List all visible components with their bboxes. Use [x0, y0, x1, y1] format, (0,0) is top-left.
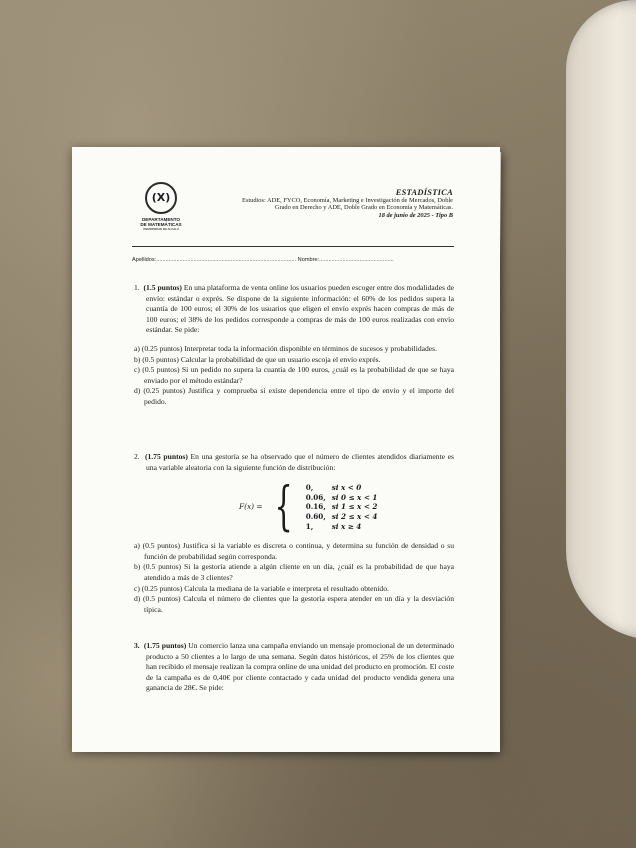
- left-brace: {: [274, 477, 293, 538]
- header-divider: [132, 246, 454, 247]
- question-2-part-b: b) (0.5 puntos) Si la gestoría atiende a algún cliente en un día, ¿cuál es la probabilidad de que haya atendido a más de 3 clientes?: [134, 562, 454, 582]
- case-row: 0.06, si 0 ≤ x < 1: [305, 492, 378, 502]
- logo-text: DEPARTAMENTO DE MATEMÁTICAS UNIVERSIDAD DE ALCALÁ: [140, 217, 182, 231]
- exam-date: 18 de junio de 2025 - Tipo B: [378, 211, 453, 219]
- question-2-statement: 2. (1.75 puntos) En una gestoría se ha observado que el número de clientes atendidos diariamente es una variable aleatoria con la siguiente función de distribución:: [134, 452, 454, 472]
- question-2-part-a: a) (0.5 puntos) Justifica si la variable es discreta o continua, y determina su función de densidad o su función de probabilidad según corresponda.: [134, 541, 454, 561]
- piecewise-cases: [303, 483, 381, 531]
- case-row: 0.16, si 1 ≤ x < 2: [305, 502, 378, 512]
- subject-title: ESTADÍSTICA: [395, 188, 453, 197]
- studies-line-2: Grado en Derecho y ADE, Doble Grado en Economía y Matemáticas.: [274, 204, 453, 212]
- question-1-part-b: b) (0.5 puntos) Calcular la probabilidad de que un usuario escoja el envío exprés.: [134, 354, 381, 364]
- studies-line-1: Estudios: ADE, FYCO, Economía, Marketing e Investigación de Mercados, Doble: [241, 197, 453, 204]
- logo-circle-icon: (X): [145, 182, 177, 214]
- case-row: 1, si x ≥ 4: [305, 521, 362, 531]
- question-2-part-c: c) (0.25 puntos) Calcula la mediana de la variable e interpreta el resultado obtenido.: [134, 583, 389, 593]
- question-3: [134, 641, 454, 694]
- exam-header: [212, 188, 453, 219]
- student-name-line: Apellidos:.......................................................................................... Nombre:................................................: [132, 257, 394, 263]
- question-1-part-d: d) (0.25 puntos) Justifica y comprueba si existe dependencia entre el tipo de envío y el importe del pedido.: [134, 386, 454, 406]
- question-1-parts: [134, 344, 454, 408]
- distribution-function: [239, 477, 454, 538]
- exam-sheet: [72, 147, 500, 752]
- question-2-part-d: d) (0.5 puntos) Calcula el número de clientes que la gestoría espera atender en un día y la desviación típica.: [134, 594, 454, 614]
- question-1: [134, 283, 454, 408]
- question-1-part-a: a) (0.25 puntos) Interpretar toda la información disponible en términos de sucesos y probabilidades.: [134, 343, 438, 353]
- department-logo: [140, 182, 182, 231]
- question-2-parts: [134, 541, 454, 615]
- shoe-background: [566, 0, 636, 640]
- question-1-statement: 1. (1.5 puntos) En una plataforma de venta online los usuarios pueden escoger entre dos modalidades de envío: estándar o exprés. Se dispone de la siguiente información: el 60% de los pedidos supera la cuantía de 100 euros; el 30% de los usuarios que eligen el envío exprés hacen compras de más de 100 euros; el 38% de los pedidos corresponde a compras de más de 100 euros realizadas con envío estándar. Se pide:: [134, 283, 454, 335]
- case-row: 0.60, si 2 ≤ x < 4: [305, 511, 378, 521]
- question-2: [134, 452, 454, 615]
- fx-label: F(x) =: [239, 501, 263, 511]
- case-row: 0, si x < 0: [305, 483, 362, 493]
- question-3-statement: 3. (1.75 puntos) Un comercio lanza una campaña enviando un mensaje promocional de un determinado producto a 50 clientes a lo largo de una semana. Según datos históricos, el 25% de los clientes que han recibido el mensaje realizan la compra online de una unidad del producto en promoción. El coste de la campaña es de 0,40€ por cliente contactado y cada unidad del producto vendida genera una ganancia de 28€. Se pide:: [134, 641, 455, 693]
- question-1-part-c: c) (0.5 puntos) Si un pedido no supera la cuantía de 100 euros, ¿cuál es la probabilidad de que se haya enviado por el método estándar?: [134, 365, 454, 385]
